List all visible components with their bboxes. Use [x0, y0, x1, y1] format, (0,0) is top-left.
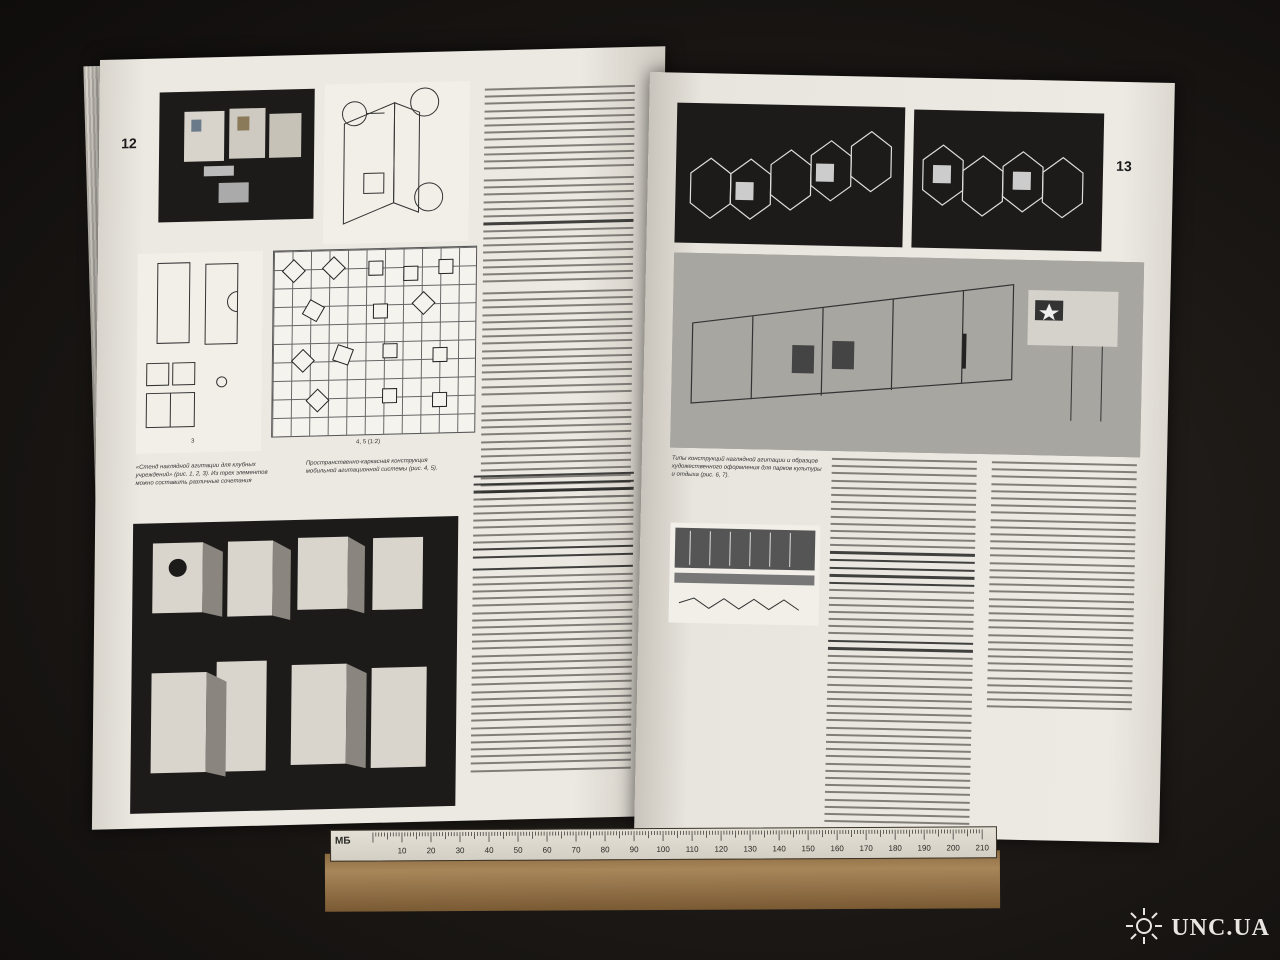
ruler-label: 180: [888, 843, 902, 853]
ruler-label: 200: [946, 843, 960, 853]
photo-hex-frame-model-1: [674, 103, 905, 248]
grid-plan-diagram: [271, 246, 477, 438]
left-page-text-column-bottom: [471, 472, 634, 778]
ruler-label: 140: [772, 844, 786, 854]
ruler-label: 130: [743, 844, 757, 854]
ruler-ticks: [369, 829, 989, 858]
ruler-label: 110: [685, 844, 699, 854]
photo-panel-constructions: [130, 516, 458, 814]
ruler-label: 40: [484, 845, 494, 855]
ruler-label: 60: [542, 845, 552, 855]
ruler-label: 100: [656, 844, 670, 855]
right-page-text-column-1: [824, 458, 977, 830]
ruler-label: 150: [801, 844, 815, 854]
ruler-label: 210: [975, 843, 989, 853]
left-page: [92, 46, 665, 830]
ruler-label: 90: [629, 845, 639, 855]
ruler-label: 30: [455, 846, 465, 856]
ruler-label: 120: [714, 844, 728, 854]
caption-park-constructions: Типы конструкций наглядной агитации и образцов художественного оформления для парков культуры и отдыха (рис. 6, 7).: [671, 455, 822, 479]
watermark-text: UNC.UA: [1171, 915, 1270, 941]
drawing-axonometric-stand: [323, 81, 470, 244]
right-page-number: 13: [1115, 157, 1132, 175]
left-page-number: 12: [121, 135, 137, 152]
right-page-text-column-2: [987, 461, 1137, 716]
ruler-brand: МБ: [334, 835, 351, 847]
ruler-label: 20: [426, 846, 436, 856]
ruler-label: 190: [917, 843, 931, 853]
ruler-label: 80: [600, 845, 610, 855]
ruler-label: 160: [830, 844, 844, 854]
caption-spatial-frame: Пространственно-каркасная конструкция мобильной агитационной системы (рис. 4, 5).: [305, 457, 438, 475]
ruler-label: 10: [397, 846, 407, 856]
figure-label-45: 4, 5 (1:2): [356, 438, 381, 446]
ruler: [330, 826, 997, 861]
ruler-label: 50: [513, 845, 523, 855]
photo-hex-frame-model-2: [911, 110, 1104, 252]
photo-exhibition-pavilion: [670, 253, 1144, 458]
drawing-panel-elements: [136, 251, 263, 454]
watermark-sun-icon: [1124, 906, 1164, 946]
figure-label-3: 3: [190, 438, 195, 445]
left-page-text-column-top: [480, 85, 634, 506]
caption-stand-clubs: «Стенд наглядной агитации для клубных учреждений» (рис. 1, 2, 3). Из трех элементов можно составить различные сочетания: [135, 461, 268, 487]
ruler-label: 170: [859, 843, 873, 853]
ruler-label: 70: [571, 845, 581, 855]
photo-stand-display: [158, 89, 314, 223]
drawing-section-elevation: [668, 523, 820, 626]
right-page: [634, 72, 1175, 843]
